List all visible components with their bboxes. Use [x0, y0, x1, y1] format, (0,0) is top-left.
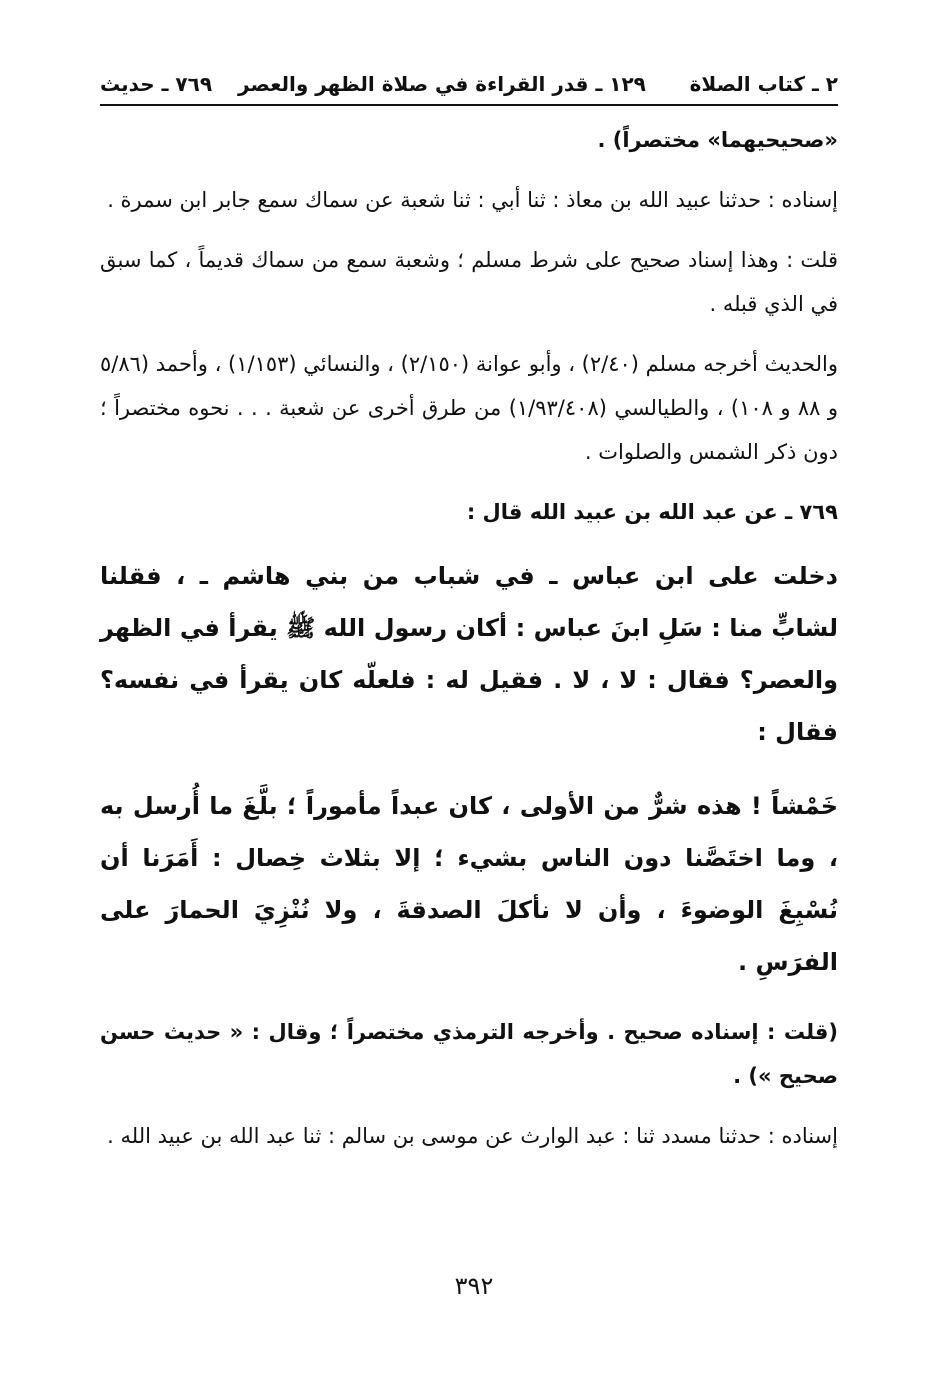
page-number: ٣٩٢ — [454, 1272, 494, 1300]
paragraph-citation-end: «صحيحيهما» مختصراً) . — [597, 128, 838, 152]
hadith-text-1: دخلت على ابن عباس ـ في شباب من بني هاشم ـ ، فقلنا لشابٍّ منا : سَلِ ابنَ عباس : أكان رسول الله ﷺ يقرأ في الظهر والعصر؟ فقال : لا ، لا . فقيل له : فلعلّه كان يقرأ في نفسه؟ فقال : — [100, 562, 838, 746]
paragraph-grading: (قلت : إسناده صحيح . وأخرجه الترمذي مختصراً ؛ وقال : « حديث حسن صحيح ») . — [100, 1020, 838, 1088]
hadith-text-2: خَمْشاً ! هذه شرٌّ من الأولى ، كان عبداً مأموراً ؛ بلَّغَ ما أُرسل به ، وما اختَصَّنا دون الناس بشيء ؛ إلا بثلاث خِصال : أَمَرَنا أن نُسْبِغَ الوضوءَ ، وأن لا نأكلَ الصدقةَ ، ولا نُنْزِيَ الحمارَ على الفرَسِ . — [100, 792, 838, 976]
paragraph-comment-1: قلت : وهذا إسناد صحيح على شرط مسلم ؛ وشعبة سمع من سماك قديماً ، كما سبق في الذي قبله . — [100, 248, 838, 316]
page-body — [100, 118, 838, 1174]
paragraph-isnad-1: إسناده : حدثنا عبيد الله بن معاذ : ثنا أبي : ثنا شعبة عن سماك سمع جابر ابن سمرة . — [107, 188, 838, 212]
header-chapter-title: ١٢٩ ـ قدر القراءة في صلاة الظهر والعصر — [238, 72, 646, 96]
header-hadith-number: ٧٦٩ ـ حديث — [100, 72, 213, 96]
hadith-heading: ٧٦٩ ـ عن عبد الله بن عبيد الله قال : — [466, 500, 838, 524]
header-left-group — [100, 72, 646, 96]
paragraph-takhrij-1: والحديث أخرجه مسلم (٢/٤٠) ، وأبو عوانة (٢/١٥٠) ، والنسائي (١/١٥٣) ، وأحمد (٥/٨٦ و ٨٨ و ١٠٨) ، والطيالسي (١/٩٣/٤٠٨) من طرق أخرى عن شعبة . . . نحوه مختصراً ؛ دون ذكر الشمس والصلوات . — [99, 352, 838, 464]
header-divider — [100, 104, 838, 106]
running-header — [100, 68, 838, 100]
header-book-title: ٢ ـ كتاب الصلاة — [689, 72, 838, 96]
paragraph-isnad-2: إسناده : حدثنا مسدد ثنا : عبد الوارث عن موسى بن سالم : ثنا عبد الله بن عبيد الله . — [107, 1124, 838, 1148]
